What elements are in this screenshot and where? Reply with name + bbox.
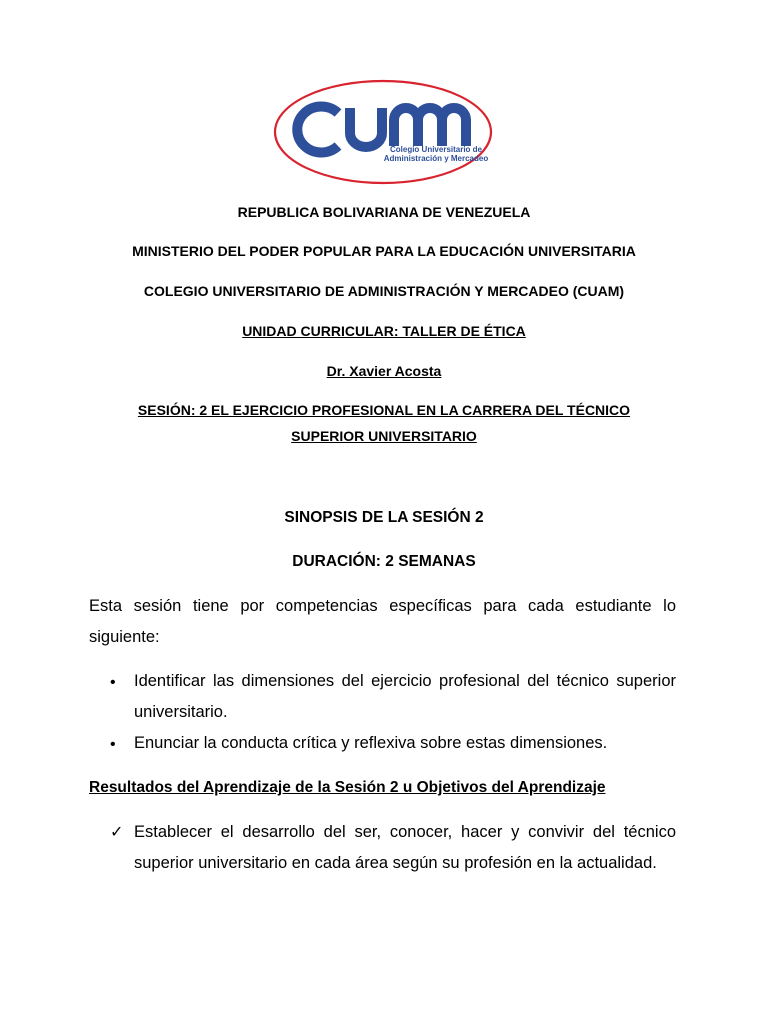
sinopsis-title: SINOPSIS DE LA SESIÓN 2 bbox=[284, 509, 484, 526]
checkmark-icon: ✓ bbox=[110, 824, 124, 841]
sesion-title-line1: SESIÓN: 2 EL EJERCICIO PROFESIONAL EN LA CARRERA DEL TÉCNICO bbox=[137, 402, 631, 418]
logo-line1: Colegio Universitario de bbox=[389, 145, 483, 154]
cum-logo bbox=[272, 78, 494, 186]
intro-paragraph: Esta sesión tiene por competencias específicas para cada estudiante lo siguiente: bbox=[89, 597, 676, 646]
bullet-icon: • bbox=[110, 736, 116, 753]
bullet-item: Enunciar la conducta crítica y reflexiva sobre estas dimensiones. bbox=[134, 734, 608, 752]
logo-line2: Administración y Mercadeo bbox=[383, 154, 489, 163]
bullet-item: Identificar las dimensiones del ejercicio profesional del técnico superior universitario. bbox=[134, 672, 676, 721]
republica-heading: REPUBLICA BOLIVARIANA DE VENEZUELA bbox=[237, 204, 531, 220]
unidad-curricular: UNIDAD CURRICULAR: TALLER DE ÉTICA bbox=[242, 323, 526, 339]
doctor-name: Dr. Xavier Acosta bbox=[326, 363, 442, 379]
check-item: Establecer el desarrollo del ser, conocer, hacer y convivir del técnico superior universitario en cada área según su profesión en la actualidad. bbox=[134, 823, 676, 872]
sesion-title-line2: SUPERIOR UNIVERSITARIO bbox=[291, 428, 477, 444]
colegio-heading: COLEGIO UNIVERSITARIO DE ADMINISTRACIÓN Y MERCADEO (CUAM) bbox=[143, 283, 625, 299]
duration: DURACIÓN: 2 SEMANAS bbox=[292, 553, 476, 570]
ministerio-heading: MINISTERIO DEL PODER POPULAR PARA LA EDUCACIÓN UNIVERSITARIA bbox=[132, 243, 636, 259]
bullet-icon: • bbox=[110, 674, 116, 691]
resultados-heading: Resultados del Aprendizaje de la Sesión 2 u Objetivos del Aprendizaje bbox=[89, 779, 606, 796]
sesion-title bbox=[0, 397, 768, 449]
